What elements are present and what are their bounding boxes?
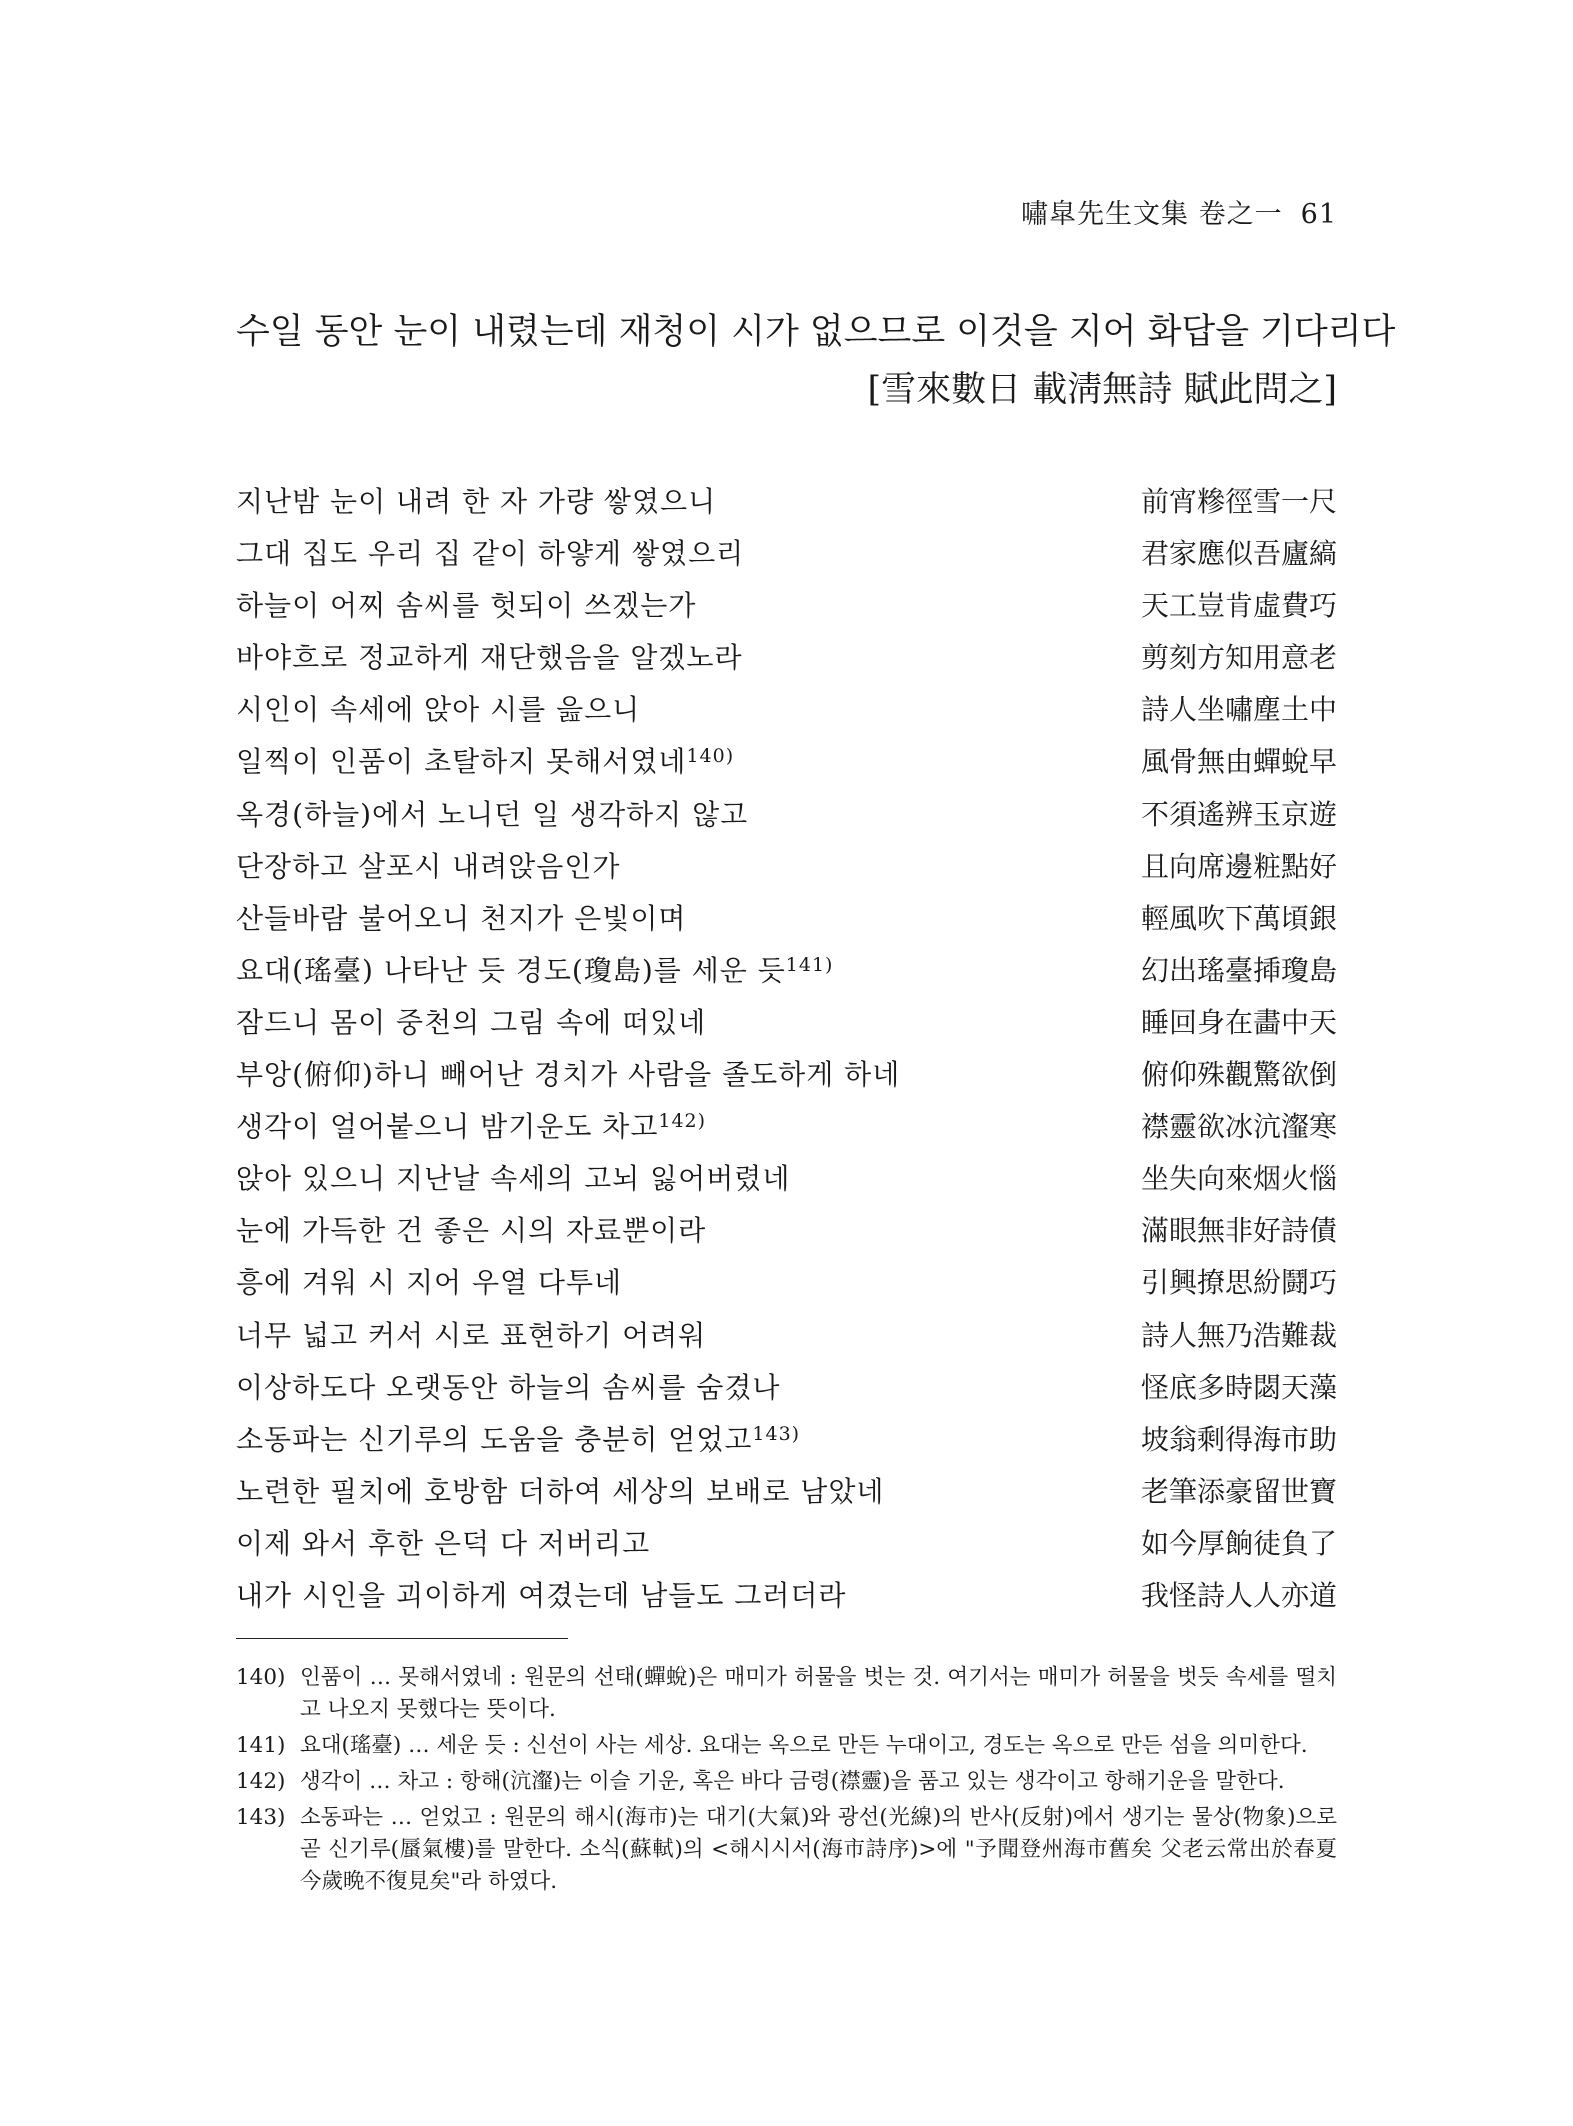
poem-line-korean-text: 내가 시인을 괴이하게 여겼는데 남들도 그러더라 [236, 1578, 847, 1612]
poem-line-korean [236, 897, 686, 937]
poem-line-hanja: 老筆添豪留世寶 [1140, 1474, 1337, 1508]
footnote-number: 140) [236, 1665, 286, 1690]
poem-line-korean [236, 1314, 706, 1354]
poem-line-korean [236, 1053, 900, 1093]
footnote-text: 인품이 … 못해서였네 : 원문의 선태(蟬蛻)은 매미가 허물을 벗는 것. 여기서는 매미가 허물을 벗듯 속세를 떨치고 나오지 못했다는 뜻이다. [300, 1665, 1337, 1722]
page-number: 61 [1300, 199, 1337, 230]
poem-line [236, 1366, 1337, 1418]
footnote-text: 생각이 … 차고 : 항해(沆瀣)는 이슬 기운, 혹은 바다 금령(襟靈)을 품고 있는 생각이고 항해기운을 말한다. [300, 1769, 1285, 1794]
footnote-reference: 140) [686, 745, 735, 768]
poem-line-korean [236, 1470, 884, 1510]
poem-line-hanja: 且向席邊粧點好 [1140, 849, 1337, 883]
poem-line-korean-text: 생각이 얼어붙으니 밤기운도 차고 [236, 1110, 659, 1144]
poem-line-hanja: 幻出瑤臺揷瓊島 [1140, 953, 1337, 987]
poem-line-korean-text: 앉아 있으니 지난날 속세의 고뇌 잃어버렸네 [236, 1162, 791, 1196]
footnote-reference: 141) [785, 953, 834, 976]
poem-line-korean-text: 잠드니 몸이 중천의 그림 속에 떠있네 [236, 1005, 707, 1039]
poem-line-hanja: 剪刻方知用意老 [1140, 641, 1337, 675]
poem-line-korean [236, 1574, 846, 1614]
poem-line-korean-text: 그대 집도 우리 집 같이 하얗게 쌓였으리 [236, 537, 745, 571]
poem-title-korean: 수일 동안 눈이 내렸는데 재청이 시가 없으므로 이것을 지어 화답을 기다리다 [236, 312, 1396, 352]
poem-line-korean-text: 옥경(하늘)에서 노니던 일 생각하지 않고 [236, 797, 749, 831]
poem-line-korean [236, 636, 743, 676]
poem-line [236, 845, 1337, 897]
poem-line [236, 480, 1337, 532]
poem-line [236, 1470, 1337, 1522]
poem-line [236, 793, 1337, 845]
poem-line-korean-text: 눈에 가득한 건 좋은 시의 자료뿐이라 [236, 1214, 707, 1248]
poem-line-korean-text: 이제 와서 후한 은덕 다 저버리고 [236, 1526, 651, 1560]
poem-line-hanja: 俯仰殊觀驚欲倒 [1140, 1058, 1337, 1092]
poem-line [236, 949, 1337, 1001]
poem-line-korean-text: 산들바람 불어오니 천지가 은빛이며 [236, 901, 687, 935]
poem-line-korean [236, 480, 716, 520]
poem-line-korean-text: 노련한 필치에 호방함 더하여 세상의 보배로 남았네 [236, 1474, 885, 1508]
poem-body [236, 480, 1337, 1626]
footnote-number: 142) [236, 1769, 286, 1794]
poem-line-korean [236, 688, 640, 728]
footnote-number: 143) [236, 1805, 286, 1830]
poem-line [236, 1209, 1337, 1261]
poem-line-korean [236, 1261, 622, 1301]
footnote-text: 요대(瑤臺) … 세운 듯 : 신선이 사는 세상. 요대는 옥으로 만든 누대이고, 경도는 옥으로 만든 섬을 의미한다. [300, 1733, 1308, 1758]
poem-line-korean [236, 1366, 780, 1406]
poem-line [236, 1418, 1337, 1470]
poem-line-korean [236, 845, 620, 885]
poem-line-korean-text: 이상하도다 오랫동안 하늘의 솜씨를 숨겼나 [236, 1370, 781, 1404]
book-title: 嘯皐先生文集 卷之一 [1021, 199, 1283, 230]
running-header [1021, 192, 1337, 231]
footnotes [236, 1662, 1337, 1902]
footnote-number: 141) [236, 1733, 286, 1758]
poem-line-korean [236, 740, 734, 780]
footnote [236, 1730, 1337, 1762]
poem-line [236, 1314, 1337, 1366]
poem-line-korean-text: 지난밤 눈이 내려 한 자 가량 쌓였으니 [236, 485, 717, 518]
footnote-reference: 143) [752, 1422, 801, 1445]
poem-line-korean-text: 흥에 겨워 시 지어 우열 다투네 [236, 1266, 623, 1300]
poem-title [236, 306, 1396, 416]
poem-line-korean-text: 너무 넓고 커서 시로 표현하기 어려워 [236, 1318, 707, 1352]
poem-line-hanja: 坐失向來烟火惱 [1140, 1162, 1337, 1196]
poem-line-hanja: 天工豈肯虛費巧 [1140, 589, 1337, 623]
poem-line-korean-text: 요대(瑤臺) 나타난 듯 경도(瓊島)를 세운 듯 [236, 953, 786, 987]
poem-line-korean [236, 1418, 800, 1458]
poem-line-hanja: 風骨無由蟬蛻早 [1140, 745, 1337, 779]
poem-line-korean-text: 부앙(俯仰)하니 빼어난 경치가 사람을 졸도하게 하네 [236, 1058, 901, 1092]
poem-line-korean [236, 1522, 650, 1562]
poem-line [236, 740, 1337, 792]
poem-title-hanja: [雪來數日 載淸無詩 賦此問之] [867, 370, 1337, 410]
poem-line-hanja: 坡翁剩得海市助 [1140, 1422, 1337, 1456]
footnote [236, 1766, 1337, 1798]
poem-line-hanja: 我怪詩人人亦道 [1140, 1578, 1337, 1612]
poem-line-hanja: 輕風吹下萬頃銀 [1140, 901, 1337, 935]
poem-line [236, 636, 1337, 688]
poem-line-korean-text: 일찍이 인품이 초탈하지 못해서였네 [236, 745, 687, 779]
poem-line-hanja: 睡回身在畵中天 [1140, 1005, 1337, 1039]
poem-line [236, 1574, 1337, 1626]
poem-line-korean [236, 1209, 706, 1249]
poem-line-hanja: 詩人坐嘯塵土中 [1140, 693, 1337, 727]
poem-line [236, 584, 1337, 636]
poem-line-hanja: 詩人無乃浩難裁 [1140, 1318, 1337, 1352]
poem-line-korean-text: 단장하고 살포시 내려앉음인가 [236, 849, 621, 883]
poem-line-hanja: 怪底多時閟天藻 [1140, 1370, 1337, 1404]
poem-line [236, 688, 1337, 740]
poem-line-hanja: 君家應似吾廬縞 [1140, 537, 1337, 571]
footnote [236, 1662, 1337, 1726]
poem-line-korean [236, 949, 833, 989]
poem-line-hanja: 如今厚餉徒負了 [1140, 1526, 1337, 1560]
poem-line [236, 1105, 1337, 1157]
footnote-divider [236, 1638, 568, 1639]
poem-line-korean [236, 584, 696, 624]
footnote [236, 1802, 1337, 1898]
poem-line-hanja: 滿眼無非好詩債 [1140, 1214, 1337, 1248]
poem-line-korean-text: 바야흐로 정교하게 재단했음을 알겠노라 [236, 641, 743, 675]
poem-line-korean-text: 시인이 속세에 앉아 시를 읊으니 [236, 693, 641, 727]
poem-line-hanja: 前宵糝徑雪一尺 [1140, 485, 1337, 518]
poem-line-korean-text: 하늘이 어찌 솜씨를 헛되이 쓰겠는가 [236, 589, 697, 623]
poem-line [236, 1157, 1337, 1209]
footnote-reference: 142) [658, 1110, 707, 1133]
poem-line [236, 897, 1337, 949]
poem-line-korean [236, 532, 744, 572]
poem-line [236, 532, 1337, 584]
poem-line-korean [236, 1157, 790, 1197]
poem-line-hanja: 襟靈欲冰沆瀣寒 [1140, 1110, 1337, 1144]
poem-line-korean [236, 1105, 706, 1145]
poem-line [236, 1522, 1337, 1574]
footnote-text: 소동파는 … 얻었고 : 원문의 해시(海市)는 대기(大氣)와 광선(光線)의 반사(反射)에서 생기는 물상(物象)으로 곧 신기루(蜃氣樓)를 말한다. 소식(蘇軾)의 <해시시서(海市詩序)>에 "予聞登州海市舊矣 父老云常出於春夏 今歲晩不復見矣"라 하였다. [300, 1805, 1337, 1894]
poem-line [236, 1053, 1337, 1105]
poem-line [236, 1261, 1337, 1313]
poem-line-korean [236, 793, 748, 833]
poem-line-korean-text: 소동파는 신기루의 도움을 충분히 얻었고 [236, 1422, 753, 1456]
poem-line-korean [236, 1001, 706, 1041]
poem-line [236, 1001, 1337, 1053]
poem-line-hanja: 引興撩思紛鬪巧 [1140, 1266, 1337, 1300]
poem-line-hanja: 不須遙辨玉京遊 [1140, 797, 1337, 831]
